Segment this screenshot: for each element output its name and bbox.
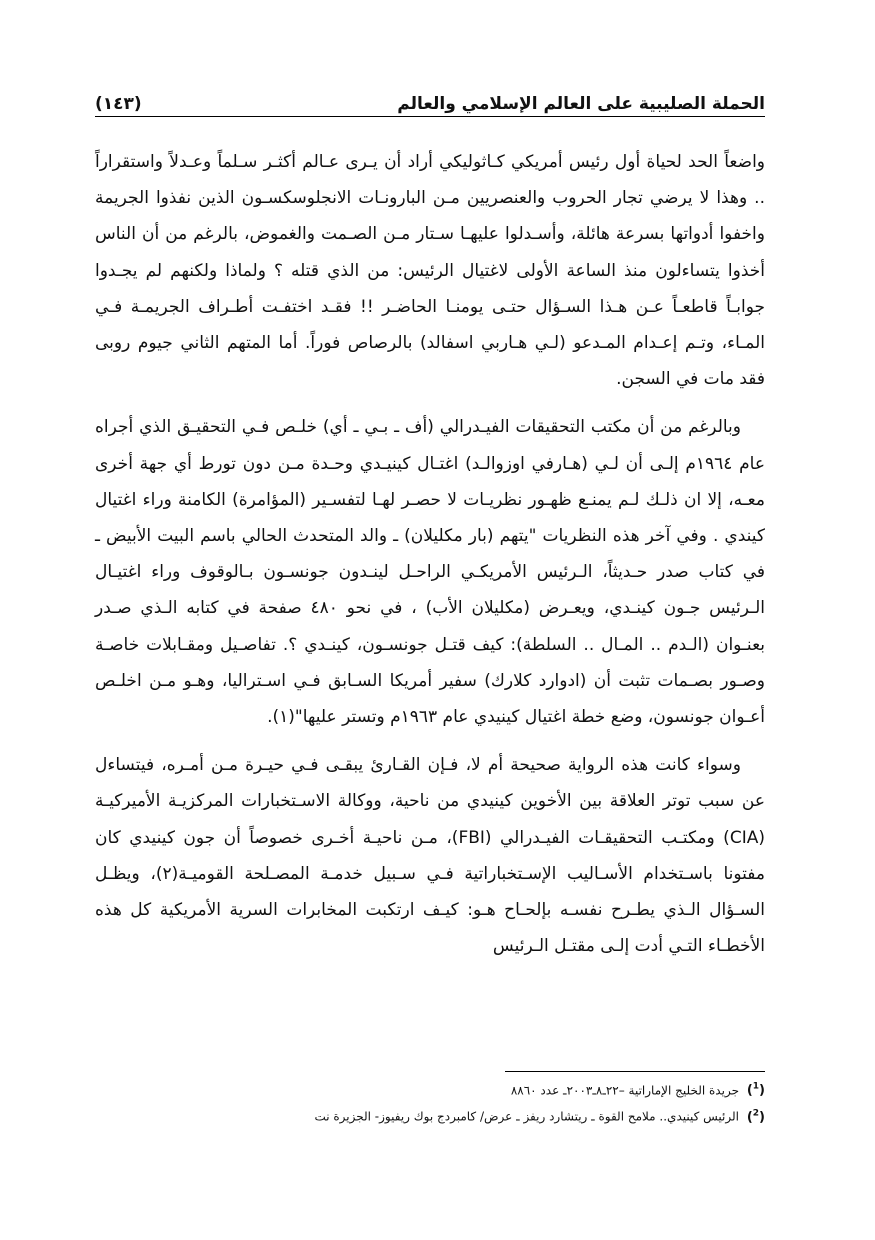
footnote-text: الرئيس كينيدي.. ملامح القوة ـ ريتشارد ريفز ـ عرض/ كامبردج بوك ريفيوز- الجزيرة نت	[314, 1109, 739, 1124]
paragraph: وبالرغم من أن مكتب التحقيقات الفيـدرالي (أف ـ بـي ـ أي) خلـص فـي التحقيـق الذي أجراه عام ١٩٦٤م إلـى أن لـي (هـارفي اوزوالـد) اغتـال كينيـدي وحـدة مـن دون تورط أي جهة أخرى معـه، إلا ان ذلـك لـم يمنـع ظهـور نظريـات لا حصـر لهـا لتفسـير (المؤامرة) الكامنة وراء اغتيال كيندي . وفي آخر هذه النظريات "يتهم (بار مكليلان) ـ والد المتحدث الحالي باسم البيت الأبيض ـ في كتاب صدر حـديثاً، الـرئيس الأمريكـي الراحـل لينـدون جونسـون بـالوقوف وراء اغتيـال الـرئيس جـون كينـدي، ويعـرض (مكليلان الأب) ، في نحو ٤٨٠ صفحة في كتابه الـذي صـدر بعنـوان (الـدم .. المـال .. السلطة): كيف قتـل جونسـون، كينـدي ؟. تفاصـيل ومقـابلات خاصـة وصـور بصـمات تثبت أن (ادوارد كلارك) سفير أمريكا السـابق فـي اسـتراليا، وهـو مـن اخلـص أعـوان جونسون، وضع خطة اغتيال كينيدي عام ١٩٦٣م وتستر عليها"(١).	[95, 417, 765, 728]
page-number: (١٤٣)	[95, 94, 142, 114]
footnote-separator	[505, 1071, 765, 1072]
body-text	[95, 144, 765, 976]
footnote-marker: ($^1$)	[746, 1082, 765, 1099]
footnote	[95, 1076, 765, 1102]
footnote	[95, 1102, 765, 1128]
footnotes	[95, 1076, 765, 1129]
paragraph: واضعاً الحد لحياة أول رئيس أمريكي كـاثوليكي أراد أن يـرى عـالم أكثـر سـلماً وعـدلاً واستقراراً .. وهذا لا يرضي تجار الحروب والعنصريين مـن البارونـات الانجلوسكسـون الذين نفذوا الجريمة واخفوا أدواتها بسرعة هائلة، وأسـدلوا عليهـا سـتار مـن الصـمت والغموض، بالرغم من أن الناس أخذوا يتساءلون منذ الساعة الأولى لاغتيال الرئيس: من الذي قتله ؟ ولماذا ولكنهم لم يجـدوا جوابـاً قاطعـاً عـن هـذا السـؤال حتـى يومنـا الحاضـر !! فقـد اختفـت أطـراف الجريمـة فـي المـاء، وتـم إعـدام المـدعو (لـي هـاربي اسفالد) بالرصاص فوراً. أما المتهم الثاني جيوم روبى فقد مات في السجن.	[95, 152, 765, 390]
footnote-text: جريدة الخليج الإماراتية –٢٢ـ٨ـ٢٠٠٣ـ عدد ٨٨٦٠	[510, 1083, 739, 1098]
running-header	[95, 86, 765, 116]
header-title: الحملة الصليبية على العالم الإسلامي والعالم	[397, 94, 765, 114]
paragraph: وسواء كانت هذه الرواية صحيحة أم لا، فـإن القـارئ يبقـى فـي حيـرة مـن أمـره، فيتساءل عن سبب توتر العلاقة بين الأخوين كينيدي من ناحية، ووكالة الاسـتخبارات المركزيـة الأميركيـة (CIA) ومكتـب التحقيقـات الفيـدرالي (FBI)، مـن ناحيـة أخـرى خصوصاً أن جون كينيدي كان مفتونا باسـتخدام الأسـاليب الإسـتخباراتية فـي سـبيل خدمـة المصـلحة القوميـة(٢)، ويظـل السـؤال الـذي يطـرح نفسـه بإلحـاح هـو: كيـف ارتكبت المخابرات السرية الأمريكية كل هذه الأخطـاء التـي أدت إلـى مقتـل الـرئيس	[95, 755, 765, 957]
header-rule	[95, 116, 765, 117]
footnote-marker: ($^2$)	[746, 1108, 765, 1125]
